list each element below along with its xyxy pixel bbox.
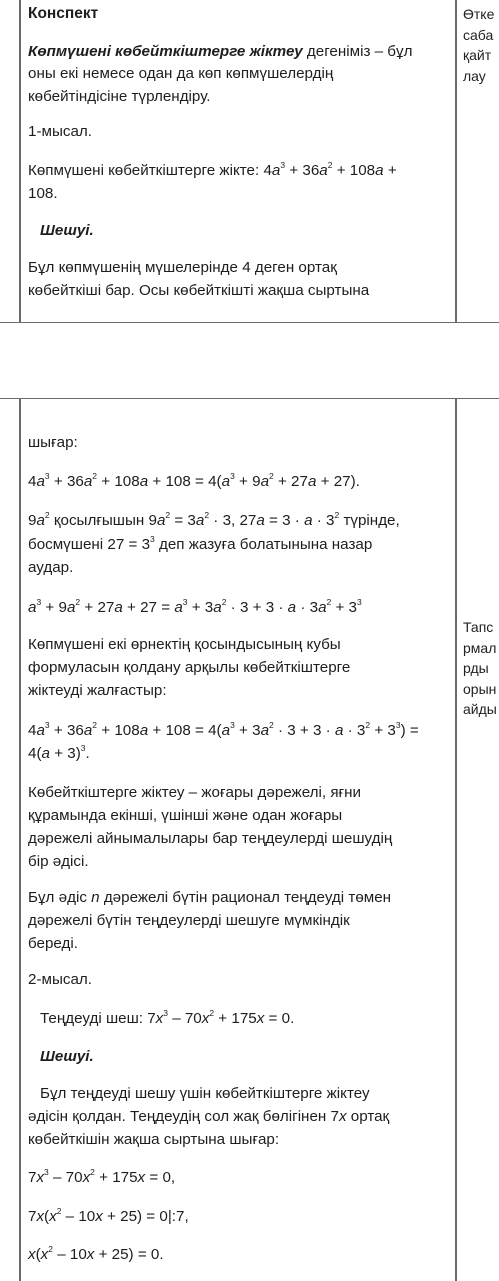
text-4-line-3: дәрежелі айнымалылары бар теңдеулерді шешудің: [28, 830, 393, 847]
text-shygar: шығар:: [28, 434, 78, 451]
text-2-line-1: $9a^2$ қосылғышын $9a^2 = 3a^2 \cdot 3$, $27a = 3 \cdot a \cdot 3^2$ түрінде,: [28, 510, 400, 529]
text-2-line-2: босмүшені $27 = 3^3$ деп жазуға болатынына назар: [28, 534, 373, 553]
example-2-label: 2-мысал.: [28, 971, 92, 988]
text-5-line-3: береді.: [28, 935, 78, 952]
table-border-right: [455, 399, 457, 1281]
equation-1: $4a^3 + 36a^2 + 108a + 108 = 4(a^3 + 9a^2 + 27a + 27)$.: [28, 471, 360, 490]
text-3-line-3: жіктеуді жалғастыр:: [28, 682, 167, 699]
task-1-line: Көпмүшені көбейткіштерге жікте: $4a^3 + 36a^2 + 108a$ +: [28, 160, 397, 179]
text-5-line-1: Бұл әдіс n дәрежелі бүтін рационал теңдеуді төмен: [28, 889, 392, 906]
text-6-line-2: әдісін қолдан. Теңдеудің сол жақ бөлігінен 7x ортақ: [28, 1108, 390, 1125]
text-4-line-1: Көбейткіштерге жіктеу – жоғары дәрежелі, яғни: [28, 784, 361, 801]
task-1-end: 108.: [28, 185, 58, 202]
text-4-line-2: құрамында екінші, үшінші және одан жоғары: [28, 807, 343, 824]
equation-5: $7x(x^2 - 10x + 25)$ = 0|:7,: [28, 1206, 189, 1225]
table-border-left: [19, 399, 21, 1281]
definition-line-2: оны екі немесе одан да көп көпмүшелердің: [28, 65, 334, 82]
text-3-line-2: формуласын қолдану арқылы көбейткіштерге: [28, 659, 351, 676]
equation-4: $7x^3 - 70x^2 + 175x = 0$,: [28, 1167, 176, 1186]
definition-line-3: көбейтіндісіне түрлендіру.: [28, 88, 211, 105]
equation-3-end: $4(a + 3)^3$.: [28, 743, 90, 762]
solution-line-2: көбейткіші бар. Осы көбейткішті жақша сыртына: [28, 282, 370, 299]
equation-3: $4a^3 + 36a^2 + 108a + 108 = 4(a^3 + 3a^2 \cdot 3 + 3 \cdot a \cdot 3^2 + 3^3)$ =: [28, 720, 419, 739]
definition-term: Көпмүшені көбейткіштерге жіктеу: [28, 43, 303, 60]
solution-line-1: Бұл көпмүшенің мүшелерінде 4 деген ортақ: [28, 259, 337, 276]
notes-header: Конспект: [28, 5, 99, 22]
table-border-right: [455, 0, 457, 322]
equation-6: $x(x^2 - 10x + 25) = 0$.: [28, 1244, 164, 1263]
page-2: [0, 398, 499, 1281]
equation-2: $a^3 + 9a^2 + 27a + 27 = a^3 + 3a^2 \cdot 3 + 3 \cdot a \cdot 3a^2 + 3^3$: [28, 597, 362, 616]
example-1-label: 1-мысал.: [28, 123, 92, 140]
page-1: [0, 0, 499, 323]
task-2-line: Теңдеуді шеш: $7x^3 - 70x^2 + 175x = 0$.: [40, 1008, 295, 1027]
text-6-line-3: көбейткішін жақша сыртына шығар:: [28, 1131, 280, 1148]
side-column-text: Өтке саба қайт лау: [463, 6, 495, 84]
table-border-left: [19, 0, 21, 322]
text-5-line-2: дәрежелі бүтін теңдеулерді шешуге мүмкіндік: [28, 912, 350, 929]
text-2-line-3: аудар.: [28, 559, 74, 576]
definition-line-1: Көпмүшені көбейткіштерге жіктеу дегеніміз – бұл: [28, 43, 413, 60]
solution-2-label: Шешуі.: [40, 1048, 94, 1065]
text-4-line-4: бір әдісі.: [28, 853, 89, 870]
text-6-line-1: Бұл теңдеуді шешу үшін көбейткіштерге жіктеу: [40, 1085, 370, 1102]
solution-label: Шешуі.: [40, 222, 94, 239]
text-3-line-1: Көпмүшені екі өрнектің қосындысының кубы: [28, 636, 341, 653]
side-column-text-2: Тапс рмал рды орын айды: [463, 619, 497, 717]
